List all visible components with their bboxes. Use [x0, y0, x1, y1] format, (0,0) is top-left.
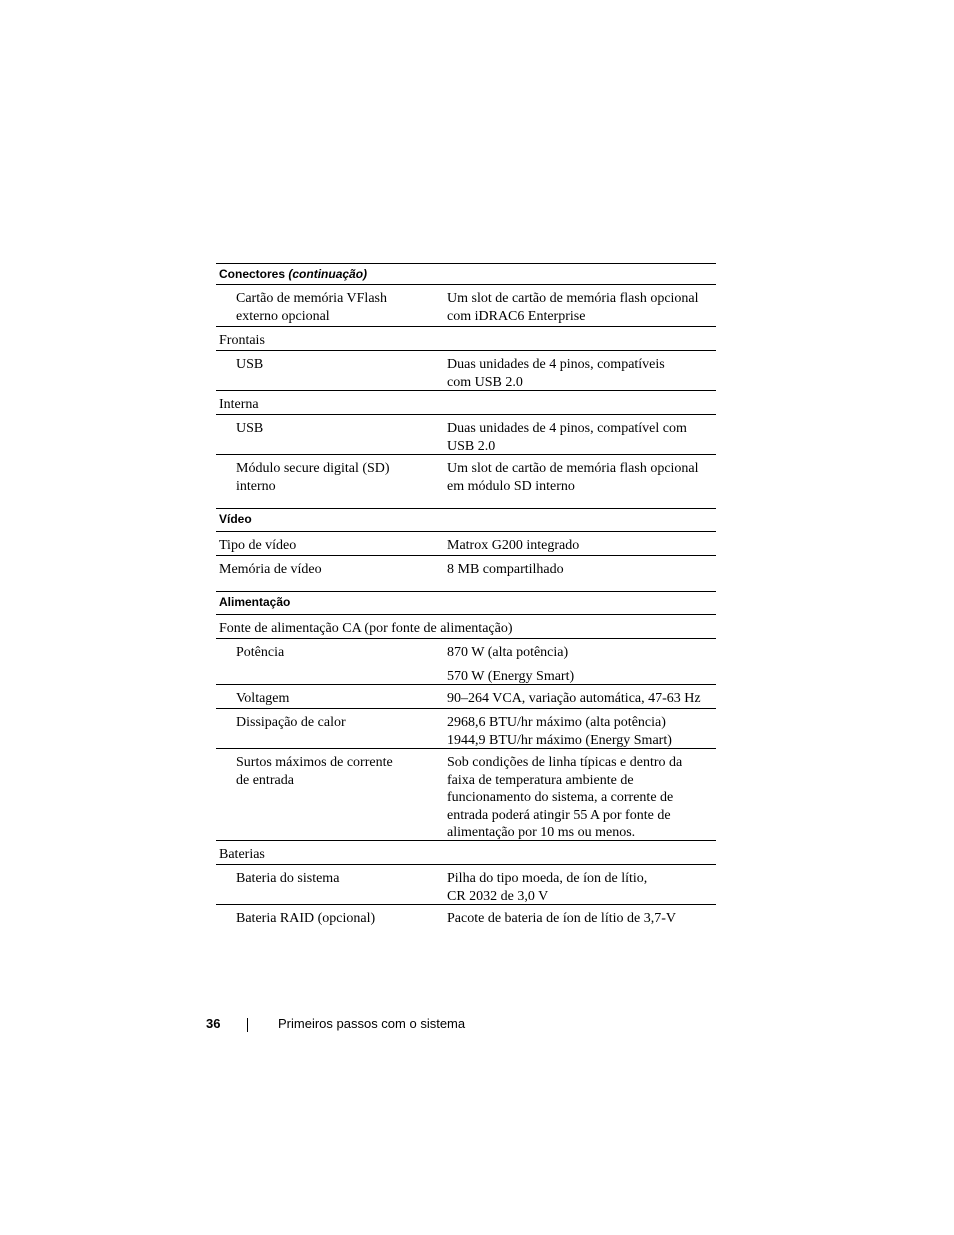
spec-value: Pilha do tipo moeda, de íon de lítio, CR 2032 de 3,0 V: [447, 871, 648, 904]
spec-label: Memória de vídeo: [219, 562, 322, 577]
continuation-note: (continuação): [288, 267, 368, 281]
power-value-smart: 570 W (Energy Smart): [447, 668, 575, 684]
spec-row-front-usb: [216, 351, 716, 391]
spec-value: Matrox G200 integrado: [447, 538, 580, 553]
spec-row-raid-battery: [216, 905, 716, 929]
spec-label: Dissipação de calor: [236, 715, 346, 730]
heat-value-smart: 1944,9 BTU/hr máximo (Energy Smart): [447, 732, 672, 748]
spec-value: [447, 714, 717, 749]
page-footer: [0, 1016, 954, 1036]
spec-row-vflash: [216, 285, 716, 327]
section-header-video: [216, 508, 716, 532]
spec-label: Módulo secure digital (SD) interno: [236, 461, 390, 494]
spec-label: Cartão de memória VFlash externo opcional: [236, 291, 387, 324]
spec-label: Surtos máximos de corrente de entrada: [236, 755, 393, 788]
spec-label: Bateria do sistema: [236, 871, 340, 886]
subsection-title: Frontais: [219, 333, 265, 348]
section-title: Vídeo: [219, 512, 252, 526]
spec-row-voltage: [216, 685, 716, 709]
video-table: [216, 508, 716, 580]
heat-value-high: 2968,6 BTU/hr máximo (alta potência): [447, 715, 666, 730]
footer-separator: [247, 1018, 248, 1032]
spec-label: USB: [236, 357, 264, 372]
spec-row-power: [216, 639, 716, 685]
section-title: Alimentação: [219, 595, 291, 609]
spec-row-video-type: [216, 532, 716, 556]
spec-label: Bateria RAID (opcional): [236, 911, 376, 926]
spec-value: Duas unidades de 4 pinos, compatível com USB 2.0: [447, 421, 687, 454]
subsection-front: [216, 327, 716, 351]
subsection-title: Interna: [219, 397, 259, 412]
power-value-high: 870 W (alta potência): [447, 645, 569, 660]
power-table: [216, 591, 716, 929]
page-number: 36: [206, 1016, 221, 1031]
spec-value: Sob condições de linha típicas e dentro da faixa de temperatura ambiente de funcionamento do sistema, a corrente de entrada poderá atingir 55 A por fonte de alimentação por 10 ms ou menos.: [447, 755, 683, 840]
spec-row-inrush: [216, 749, 716, 841]
spec-value: Duas unidades de 4 pinos, compatíveis com USB 2.0: [447, 357, 665, 390]
spec-row-internal-sd: [216, 455, 716, 500]
subsection-batteries: [216, 841, 716, 865]
spec-value: Um slot de cartão de memória flash opcional com iDRAC6 Enterprise: [447, 291, 699, 324]
subsection-internal: [216, 391, 716, 415]
section-title: Conectores: [219, 267, 286, 281]
subsection-title: Baterias: [219, 847, 265, 862]
spec-value: 90–264 VCA, variação automática, 47-63 Hz: [447, 691, 701, 706]
spec-row-system-battery: [216, 865, 716, 905]
section-header-connectors: [216, 263, 716, 285]
section-header-power: [216, 591, 716, 615]
spec-label: USB: [236, 421, 264, 436]
spec-value: 8 MB compartilhado: [447, 562, 564, 577]
spec-row-internal-usb: [216, 415, 716, 455]
connectors-table: [216, 263, 716, 500]
spec-value: Pacote de bateria de íon de lítio de 3,7-V: [447, 911, 676, 926]
subsection-psu: [216, 615, 716, 639]
spec-label: Voltagem: [236, 691, 290, 706]
spec-row-video-memory: [216, 556, 716, 580]
footer-title: Primeiros passos com o sistema: [278, 1016, 466, 1031]
spec-label: Tipo de vídeo: [219, 538, 297, 553]
spec-value: [447, 644, 717, 685]
subsection-title: Fonte de alimentação CA (por fonte de alimentação): [219, 621, 513, 636]
spec-label: Potência: [236, 645, 285, 660]
spec-row-heat: [216, 709, 716, 749]
spec-value: Um slot de cartão de memória flash opcional em módulo SD interno: [447, 461, 699, 494]
